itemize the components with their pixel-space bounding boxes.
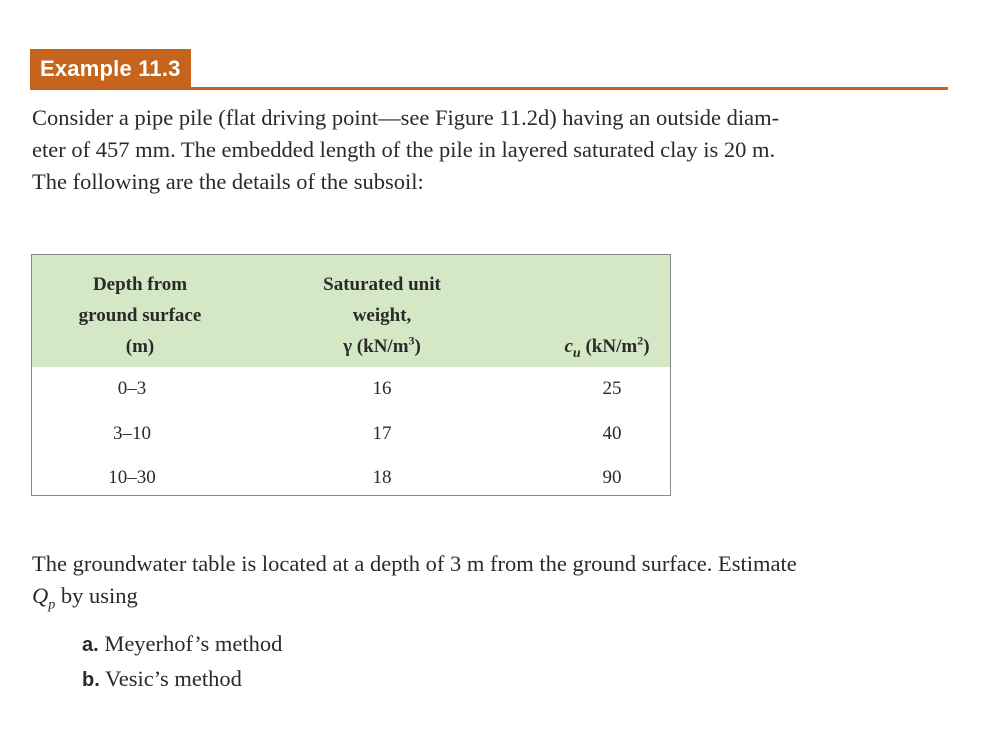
table-cell-depth: 3–10 (113, 423, 151, 444)
table-cell-weight: 17 (372, 423, 392, 444)
table-cell-cu: 40 (602, 423, 622, 444)
closing-line: The groundwater table is located at a depth of 3 m from the ground surface. Estimate (32, 551, 797, 576)
header-depth: Depth from ground surface (m) (78, 274, 202, 357)
header-cu: $c_u$ $(kN/m^2)$ (564, 333, 650, 361)
methods-list (82, 627, 282, 697)
table-cell-depth: 0–3 (117, 378, 147, 399)
table-cell-cu: 25 (602, 378, 622, 399)
intro-line: eter of 457 mm. The embedded length of the pile in layered saturated clay is 20 m. (32, 137, 776, 162)
table-cell-cu: 90 (602, 467, 622, 488)
closing-line: $Q_p$ by using (32, 583, 138, 613)
header-unit-weight: Saturated unit weight, γ $(kN/m^3)$ (323, 274, 441, 357)
list-item: a. Meyerhof’s method (82, 631, 283, 656)
table-cell-weight: 18 (372, 467, 392, 488)
table-cell-depth: 10–30 (108, 467, 156, 488)
intro-line: The following are the details of the subsoil: (32, 169, 424, 194)
intro-paragraph (32, 102, 952, 198)
intro-line: Consider a pipe pile (flat driving point—see Figure 11.2d) having an outside diam- (32, 105, 780, 130)
subsoil-table (31, 254, 671, 496)
header-rule (30, 87, 948, 90)
closing-paragraph (32, 548, 952, 612)
list-item: b. Vesic’s method (82, 666, 242, 691)
example-header (30, 49, 948, 91)
example-label: Example 11.3 (30, 49, 191, 89)
table-cell-weight: 16 (372, 378, 392, 399)
